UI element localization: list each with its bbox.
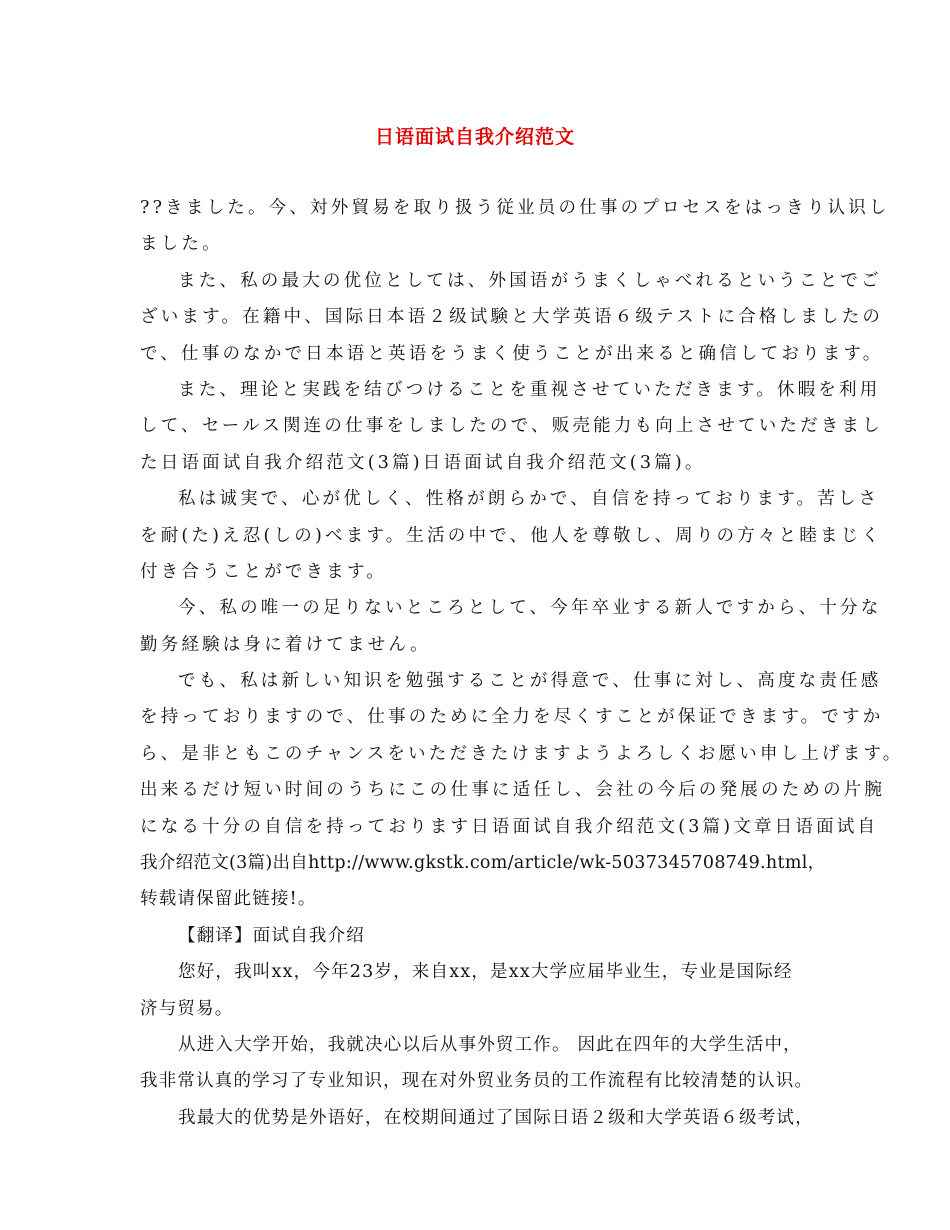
text-line: ??きました。今、対外貿易を取り扱う従业员の仕事のプロセスをはっきり认识し (140, 198, 890, 218)
text-line: を持っておりますので、仕事のために全力を尽くすことが保证できます。ですか (140, 707, 884, 728)
text-line: 您好，我叫xx，今年23岁，来自xx，是xx大学应届毕业生，专业是国际经 (178, 962, 793, 983)
text-line: 我介绍范文(3篇)出自http://www.gkstk.com/article/wk-5037345708749.html， (140, 853, 826, 874)
text-line: ら、是非ともこのチャンスをいただきたけますようよろしくお愿い申し上げます。 (140, 743, 904, 764)
text-line: 从进入大学开始，我就决心以后从事外贸工作。 因此在四年的大学生活中， (178, 1034, 802, 1055)
text-line: また、理论と実践を结びつけることを重视させていただきます。休暇を利用 (178, 379, 881, 400)
text-line: でも、私は新しい知识を勉强することが得意で、仕事に対し、高度な责任感 (178, 671, 882, 692)
text-line: で、仕事のなかで日本语と英语をうまく使うことが出来ると确信しております。 (140, 343, 884, 364)
text-line: また、私の最大の优位としては、外国语がうまくしゃべれるということでご (178, 270, 882, 291)
text-line: を耐(た)え忍(しの)べます。生活の中で、他人を尊敬し、周りの方々と睦まじく (140, 525, 883, 546)
text-line: 我最大的优势是外语好，在校期间通过了国际日语２级和大学英语６级考试， (178, 1107, 814, 1128)
text-line: た日语面试自我介绍范文(3篇)日语面试自我介绍范文(3篇)。 (140, 452, 706, 473)
text-line: 付き合うことができます。 (140, 561, 387, 582)
text-line: して、セールス関连の仕事をしましたので、贩売能力も向上させていただきまし (140, 416, 883, 437)
text-line: ました。 (140, 234, 223, 255)
text-line: ざいます。在籍中、国际日本语２级试験と大学英语６级テストに合格しましたの (140, 307, 884, 328)
text-line: 我非常认真的学习了专业知识，现在对外贸业务员的工作流程有比较清楚的认识。 (140, 1071, 814, 1092)
document-title: 日语面试自我介绍范文 (374, 126, 575, 148)
text-line: 私は诚実で、心が优しく、性格が朗らかで、自信を持っております。苦しさ (178, 489, 880, 510)
text-line: 出来るだけ短い时间のうちにこの仕事に适任し、会社の今后の発展のための片腕 (140, 780, 886, 801)
text-line: 【翻译】面试自我介绍 (178, 925, 365, 946)
text-line: 转载请保留此链接!。 (140, 889, 317, 910)
text-line: になる十分の自信を持っております日语面试自我介绍范文(3篇)文章日语面试自 (140, 816, 879, 837)
text-line: 勤务経験は身に着けてません。 (140, 634, 431, 655)
text-line: 今、私の唯一の足りないところとして、今年卒业する新人ですから、十分な (178, 598, 882, 619)
text-line: 济与贸易。 (140, 998, 234, 1019)
document-body (140, 190, 904, 1136)
